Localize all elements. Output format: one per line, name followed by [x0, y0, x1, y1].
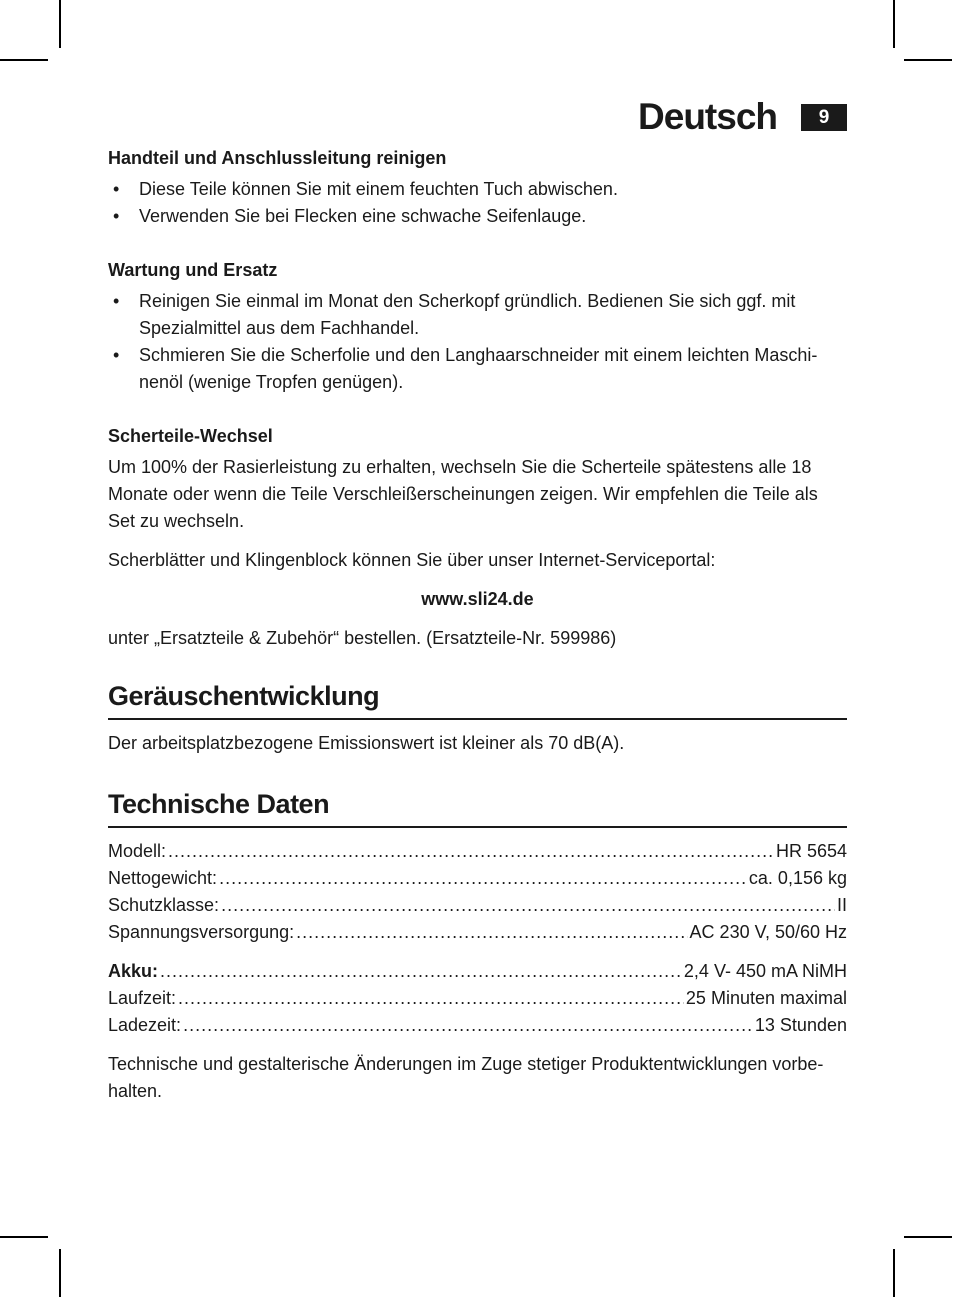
- spec-label: Schutzklasse:: [108, 895, 220, 915]
- crop-mark: [904, 1236, 952, 1238]
- noise-text: Der arbeitsplatzbezogene Emissionswert ist kleiner als 70 dB(A).: [108, 733, 625, 753]
- replacement-heading: Scherteile-Wechsel: [108, 426, 273, 446]
- page-number: 9: [801, 104, 847, 131]
- cleaning-list: [108, 176, 847, 230]
- specs-note: Technische und gestalterische Änderungen im Zuge stetiger Produktentwicklungen vorbehalten.: [108, 1054, 824, 1101]
- crop-mark: [59, 0, 61, 48]
- page-content: [108, 145, 847, 1105]
- crop-mark: [0, 59, 48, 61]
- spec-value: 25 Minuten maximal: [685, 988, 847, 1008]
- crop-mark: [904, 59, 952, 61]
- maintenance-list: [108, 288, 847, 396]
- spec-value: 13 Stunden: [754, 1015, 847, 1035]
- replacement-paragraph: Scherblätter und Klingenblock können Sie über unser Internet-Serviceportal:: [108, 550, 716, 570]
- replacement-paragraph: unter „Ersatzteile & Zubehör“ bestellen. (Ersatzteile-Nr. 599986): [108, 628, 617, 648]
- spec-label: Akku:: [108, 961, 159, 981]
- spec-value: ca. 0,156 kg: [748, 868, 847, 888]
- list-item: • Verwenden Sie bei Flecken eine schwache Seifenlauge.: [108, 203, 847, 230]
- spec-label: Laufzeit:: [108, 988, 177, 1008]
- replacement-paragraph: Um 100% der Rasierleistung zu erhalten, wechseln Sie die Scherteile spätestens alle 18 Monate oder wenn die Teile Verschleißerscheinungen zeigen. Wir empfehlen die Teile als Set zu wechseln.: [108, 457, 818, 531]
- spec-label: Spannungsversorgung:: [108, 922, 295, 942]
- spec-row: [108, 1012, 847, 1039]
- spec-value: II: [836, 895, 847, 915]
- spec-value: 2,4 V- 450 mA NiMH: [683, 961, 847, 981]
- spec-label: Ladezeit:: [108, 1015, 182, 1035]
- cleaning-heading: Handteil und Anschlussleitung reinigen: [108, 148, 447, 168]
- spec-label: Modell:: [108, 841, 167, 861]
- spec-row: [108, 865, 847, 892]
- crop-mark: [893, 0, 895, 48]
- specs-heading: Technische Daten: [108, 788, 847, 828]
- language-title: Deutsch: [638, 96, 777, 137]
- spec-row: [108, 958, 847, 985]
- service-url[interactable]: www.sli24.de: [421, 589, 534, 609]
- spec-row: [108, 919, 847, 946]
- spec-row: [108, 838, 847, 865]
- list-item: • Diese Teile können Sie mit einem feuchten Tuch abwischen.: [108, 176, 847, 203]
- crop-mark: [893, 1249, 895, 1297]
- noise-heading: Geräuschentwicklung: [108, 680, 847, 720]
- crop-mark: [0, 1236, 48, 1238]
- list-item: • Reinigen Sie einmal im Monat den Scherkopf gründlich. Bedienen Sie sich ggf. mit Spezialmittel aus dem Fachhandel.: [108, 288, 847, 342]
- spec-row: [108, 892, 847, 919]
- page-header: [108, 96, 847, 140]
- spec-row: [108, 985, 847, 1012]
- crop-mark: [59, 1249, 61, 1297]
- spec-value: AC 230 V, 50/60 Hz: [689, 922, 847, 942]
- spec-label: Nettogewicht:: [108, 868, 218, 888]
- spec-group: [108, 958, 847, 1039]
- maintenance-heading: Wartung und Ersatz: [108, 260, 278, 280]
- spec-value: HR 5654: [775, 841, 847, 861]
- spec-group: [108, 838, 847, 946]
- list-item: • Schmieren Sie die Scherfolie und den Langhaarschneider mit einem leichten Maschinenöl (wenige Tropfen genügen).: [108, 342, 847, 396]
